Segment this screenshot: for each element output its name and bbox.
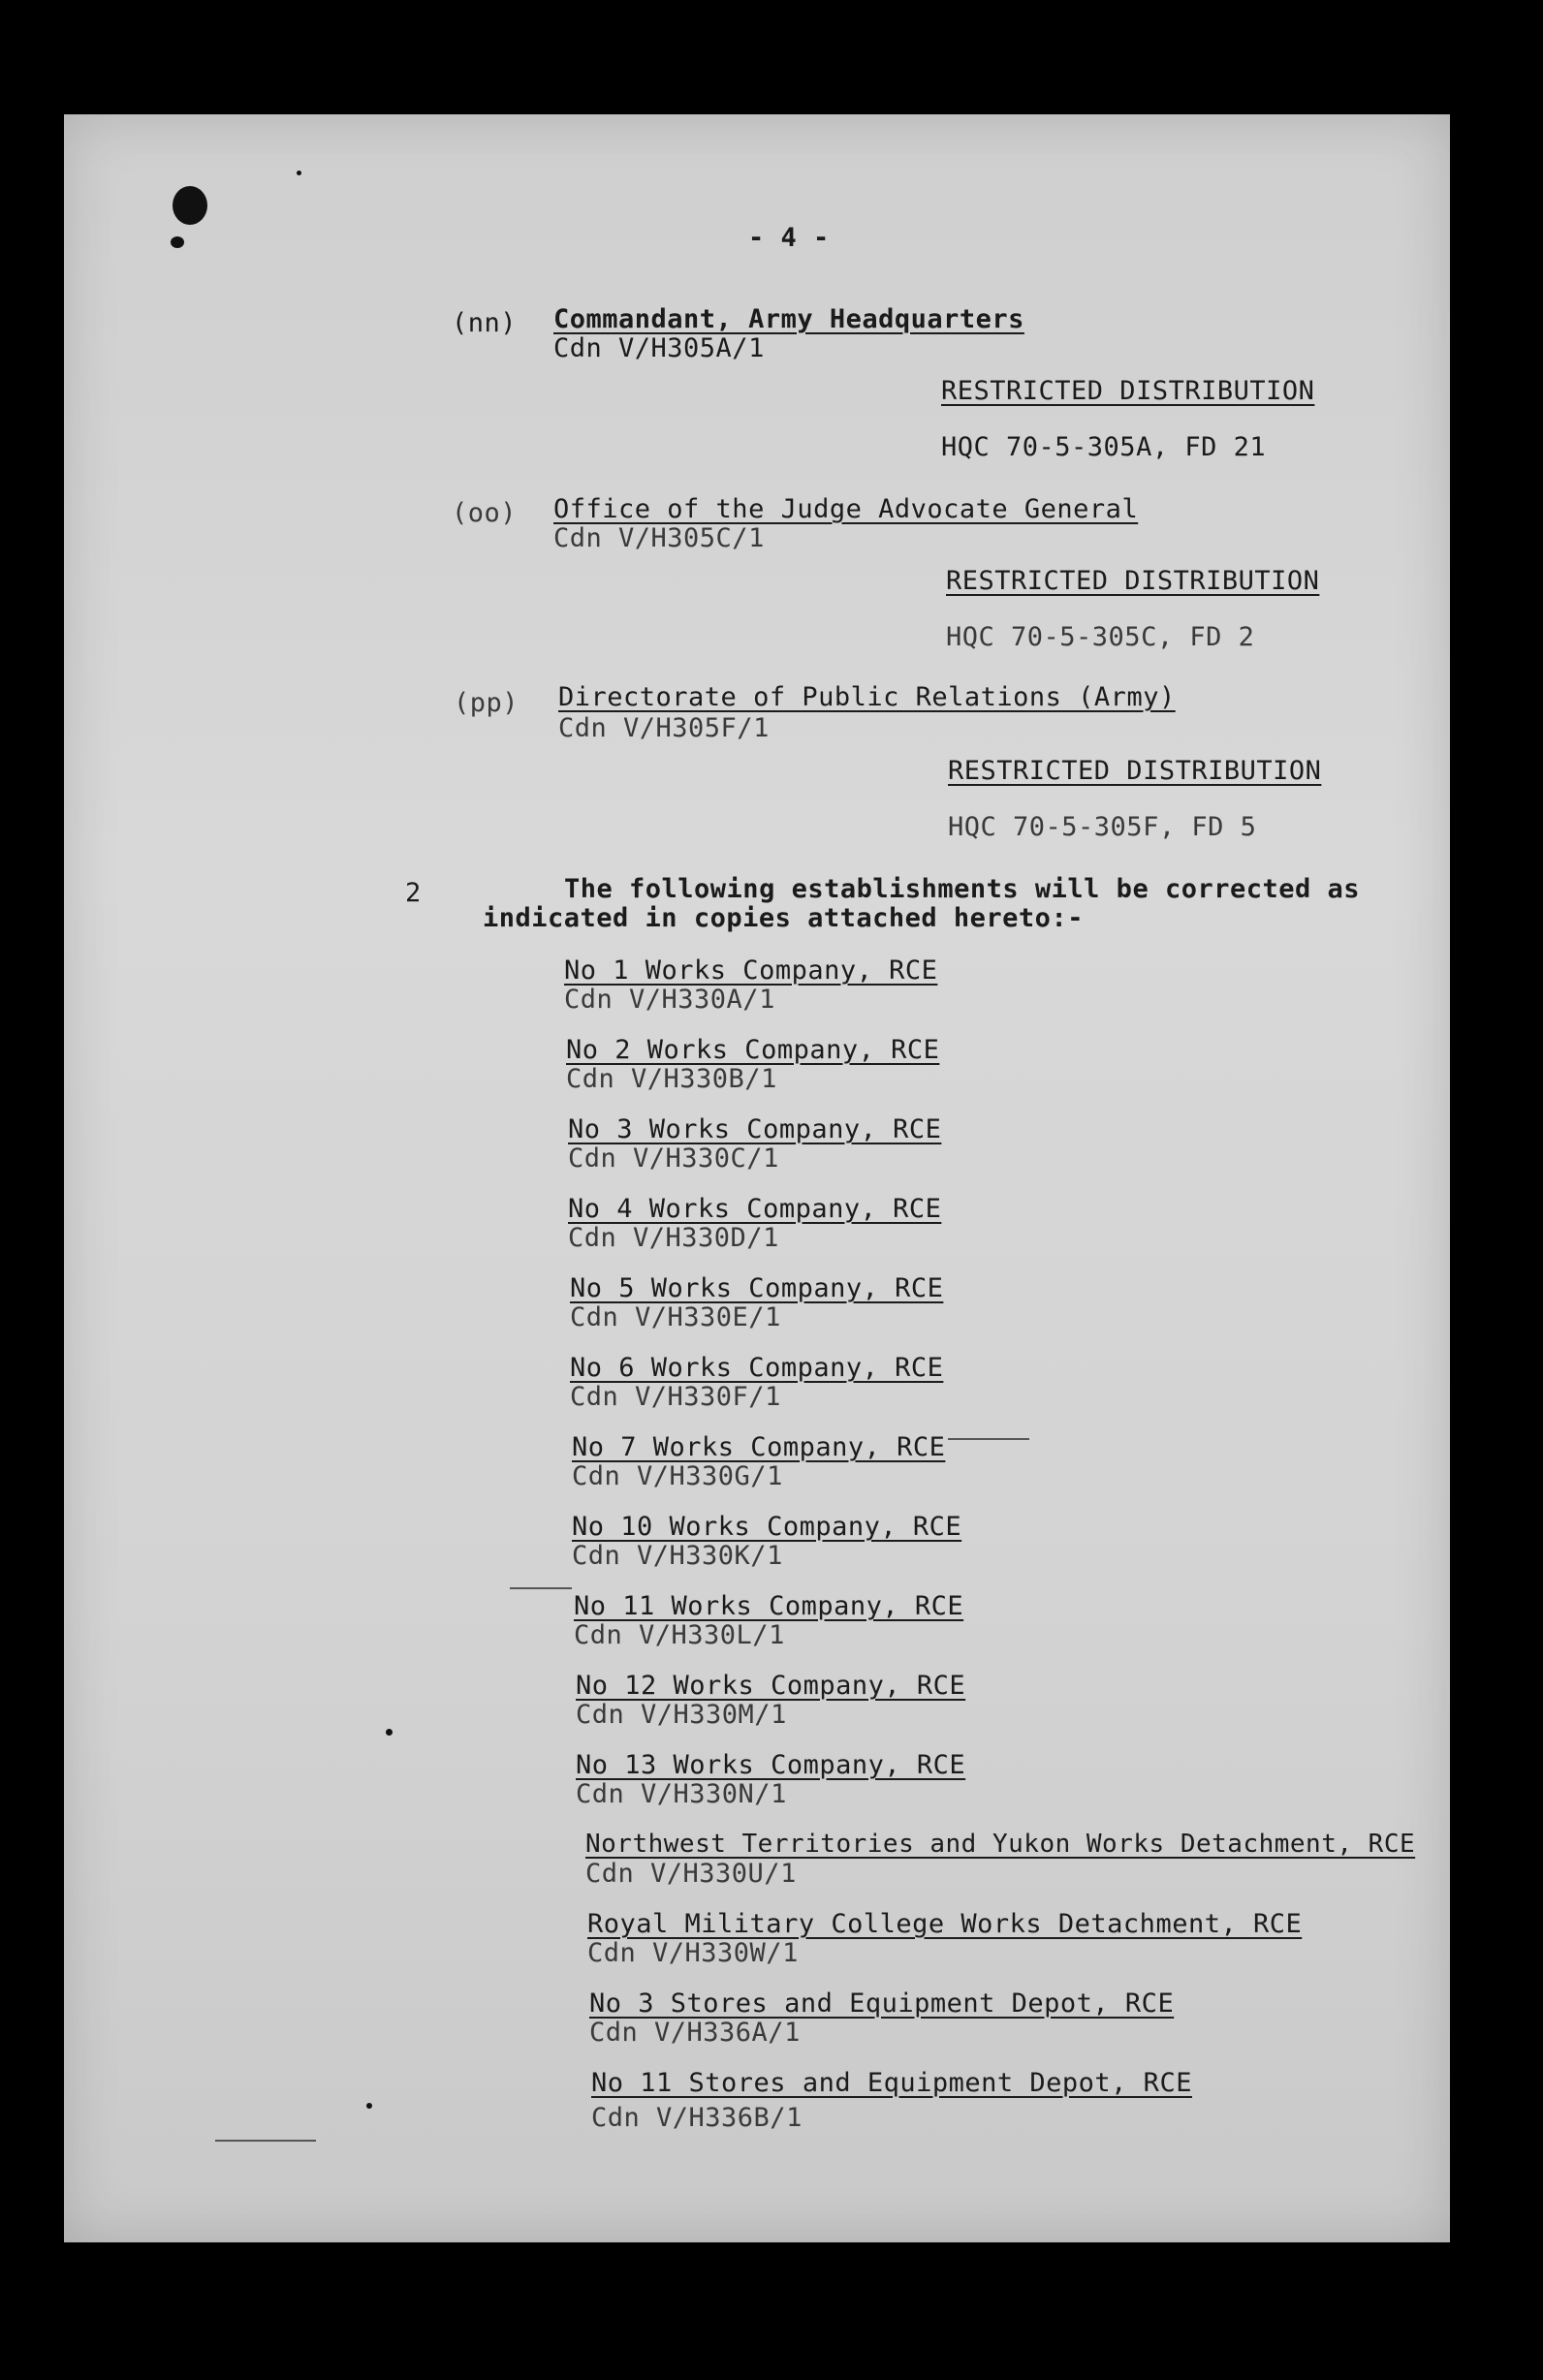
reference-code: HQC 70-5-305A, FD 21 — [941, 432, 1267, 462]
establishment-title: No 3 Works Company, RCE — [568, 1114, 942, 1144]
document-page — [64, 114, 1450, 2242]
establishment-title: No 13 Works Company, RCE — [576, 1750, 966, 1780]
speck-mark — [366, 2103, 372, 2109]
punch-hole-mark — [173, 186, 207, 225]
establishment-title: No 5 Works Company, RCE — [570, 1273, 944, 1303]
section-code: Cdn V/H305C/1 — [553, 523, 765, 553]
reference-code: HQC 70-5-305F, FD 5 — [948, 812, 1257, 842]
establishment-code: Cdn V/H330M/1 — [576, 1700, 787, 1730]
establishment-code: Cdn V/H330W/1 — [587, 1938, 799, 1968]
establishment-title: No 1 Works Company, RCE — [564, 955, 938, 986]
establishment-title: No 2 Works Company, RCE — [566, 1035, 940, 1065]
paragraph-line: indicated in copies attached hereto:- — [483, 903, 1084, 933]
establishment-title: Northwest Territories and Yukon Works Detachment, RCE — [585, 1830, 1416, 1859]
establishment-code: Cdn V/H330F/1 — [570, 1382, 781, 1412]
distribution-label: RESTRICTED DISTRIBUTION — [946, 566, 1320, 596]
establishment-code: Cdn V/H330L/1 — [574, 1620, 785, 1650]
establishment-title: No 6 Works Company, RCE — [570, 1353, 944, 1383]
establishment-code: Cdn V/H336B/1 — [591, 2103, 803, 2133]
establishment-title: No 4 Works Company, RCE — [568, 1194, 942, 1224]
establishment-title: No 7 Works Company, RCE — [572, 1432, 946, 1462]
establishment-code: Cdn V/H330G/1 — [572, 1461, 783, 1491]
section-marker: (pp) — [454, 688, 520, 718]
distribution-label: RESTRICTED DISTRIBUTION — [941, 376, 1315, 406]
establishment-code: Cdn V/H336A/1 — [589, 2018, 801, 2048]
establishment-code: Cdn V/H330N/1 — [576, 1779, 787, 1809]
establishment-code: Cdn V/H330D/1 — [568, 1223, 779, 1253]
establishment-code: Cdn V/H330U/1 — [585, 1859, 797, 1889]
speck-mark — [386, 1729, 393, 1736]
section-title: Directorate of Public Relations (Army) — [558, 682, 1176, 712]
section-marker: (oo) — [452, 498, 518, 528]
reference-code: HQC 70-5-305C, FD 2 — [946, 622, 1255, 652]
section-code: Cdn V/H305F/1 — [558, 713, 770, 743]
stray-pen-stroke — [510, 1587, 572, 1589]
section-marker: (nn) — [452, 308, 518, 338]
section-code: Cdn V/H305A/1 — [553, 333, 765, 363]
distribution-label: RESTRICTED DISTRIBUTION — [948, 756, 1322, 786]
stray-pen-stroke — [215, 2140, 316, 2142]
establishment-code: Cdn V/H330C/1 — [568, 1143, 779, 1174]
establishment-code: Cdn V/H330A/1 — [564, 985, 775, 1015]
section-title: Office of the Judge Advocate General — [553, 494, 1139, 524]
page-number: - 4 - — [748, 223, 830, 253]
establishment-title: No 12 Works Company, RCE — [576, 1671, 966, 1701]
speck-mark — [171, 236, 184, 248]
speck-mark — [297, 171, 301, 175]
section-title: Commandant, Army Headquarters — [553, 304, 1024, 334]
establishment-title: No 11 Stores and Equipment Depot, RCE — [591, 2068, 1192, 2098]
stray-pen-stroke — [948, 1438, 1029, 1440]
establishment-code: Cdn V/H330E/1 — [570, 1302, 781, 1332]
paragraph-number: 2 — [405, 878, 422, 908]
establishment-code: Cdn V/H330B/1 — [566, 1064, 777, 1094]
establishment-code: Cdn V/H330K/1 — [572, 1541, 783, 1571]
establishment-title: No 11 Works Company, RCE — [574, 1591, 964, 1621]
paragraph-line: The following establishments will be corrected as — [564, 874, 1361, 904]
establishment-title: Royal Military College Works Detachment, RCE — [587, 1909, 1303, 1939]
establishment-title: No 10 Works Company, RCE — [572, 1512, 962, 1542]
establishment-title: No 3 Stores and Equipment Depot, RCE — [589, 1989, 1175, 2019]
